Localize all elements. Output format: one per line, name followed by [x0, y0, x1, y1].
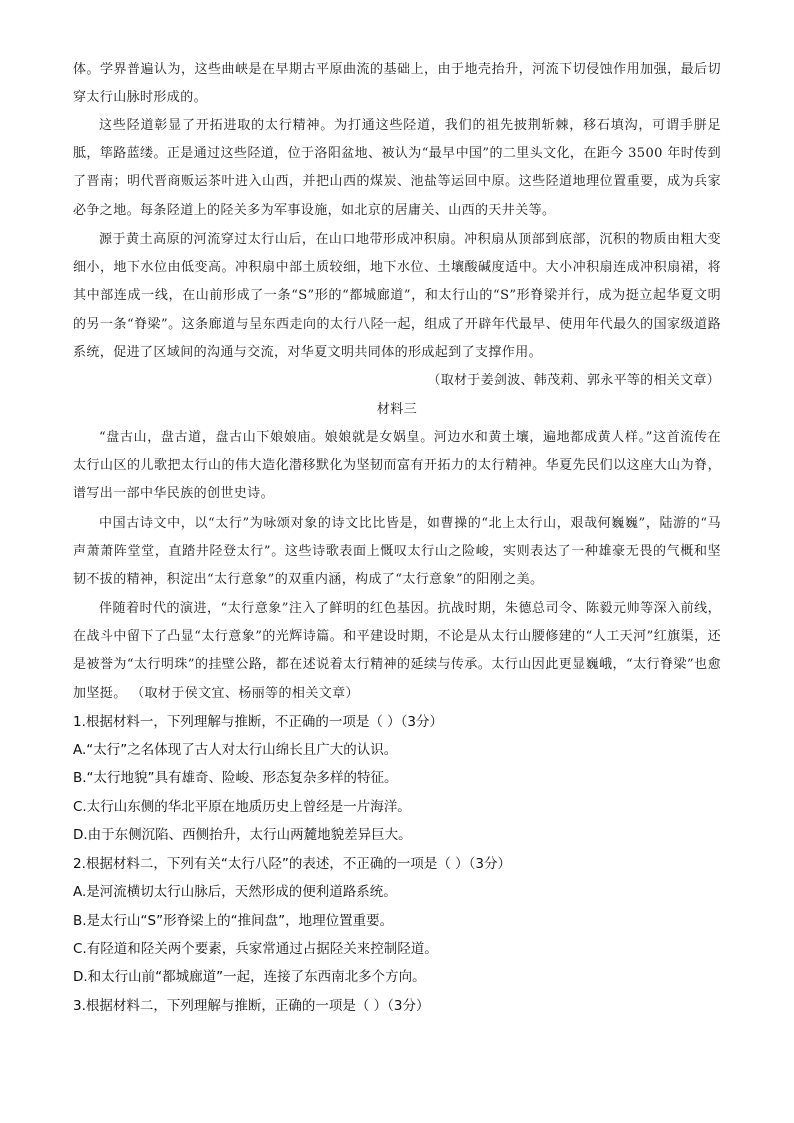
question-2-option-b: B.是太行山“S”形脊梁上的“推间盘”，地理位置重要。: [73, 913, 394, 929]
source-citation-material-two: （取材于姜剑波、韩茂莉、郭永平等的相关文章）: [427, 373, 720, 388]
question-1-option-d: D.由于东侧沉陷、西侧抬升，太行山两麓地貌差异巨大。: [73, 827, 412, 843]
passage-continuation: 体。学界普遍认为，这些曲峡是在早期古平原曲流的基础上，由于地壳抬升，河流下切侵蚀作用加强，最后切穿太行山脉时形成的。: [73, 62, 721, 106]
passage-paragraph-pangu-song: “盘古山，盘古道，盘古山下娘娘庙。娘娘就是女娲皇。河边水和黄土壤，遍地都成黄人样。”这首流传在太行山区的儿歌把太行山的伟大造化潜移默化为坚韧而富有开拓力的太行精神。华夏先民们以这座大山为脊，谱写出一部中华民族的创世史诗。: [73, 430, 721, 502]
material-three-heading: 材料三: [376, 402, 418, 417]
question-1-stem: 1.根据材料一，下列理解与推断，不正确的一项是（ ）（3分）: [73, 714, 444, 730]
question-2-stem: 2.根据材料二，下列有关“太行八陉”的表述，不正确的一项是（ ）（3分）: [73, 856, 511, 872]
passage-paragraph-shaanxi-spirit: 这些陉道彰显了开拓进取的太行精神。为打通这些陉道，我们的祖先披荆斩棘，移石填沟，可谓手胼足胝，筚路蓝缕。正是通过这些陉道，位于洛阳盆地、被认为“最早中国”的二里头文化，在距今 3500 年时传到了晋南；明代晋商贩运茶叶进入山西，并把山西的煤炭、池盐等运回中原。这些陉道地理位置重要，成为兵家必争之地。每条陉道上的陉关多为军事设施，如北京的居庸关、山西的天井关等。: [73, 118, 721, 218]
question-1-option-b: B.“太行地貌”具有雄奇、险峻、形态复杂多样的特征。: [73, 770, 398, 786]
question-3-stem: 3.根据材料二，下列理解与推断，正确的一项是（ ）（3分）: [73, 998, 430, 1014]
passage-paragraph-alluvial-fan: 源于黄土高原的河流穿过太行山后，在山口地带形成冲积扇。冲积扇从顶部到底部，沉积的物质由粗大变细小，地下水位由低变高。冲积扇中部土质较细，地下水位、土壤酸碱度适中。大小冲积扇连成冲积扇裙，将其中部连成一线，在山前形成了一条“S”形的“都城廊道”，和太行山的“S”形脊梁并行，成为挺立起华夏文明的另一条“脊梁”。这条廊道与呈东西走向的太行八陉一起，组成了开辟年代最早、使用年代最久的国家级道路系统，促进了区域间的沟通与交流，对华夏文明共同体的形成起到了支撑作用。: [73, 232, 721, 360]
question-2-option-a: A.是河流横切太行山脉后，天然形成的便利道路系统。: [73, 884, 397, 900]
question-2-option-d: D.和太行山前“都城廊道”一起，连接了东西南北多个方向。: [73, 969, 426, 985]
question-2-option-c: C.有陉道和陉关两个要素，兵家常通过占据陉关来控制陉道。: [73, 941, 438, 957]
question-1-option-c: C.太行山东侧的华北平原在地质历史上曾经是一片海洋。: [73, 799, 411, 815]
passage-paragraph-poetry: 中国古诗文中，以“太行”为咏颂对象的诗文比比皆是，如曹操的“北上太行山，艰哉何巍巍”，陆游的“马声萧萧阵堂堂，直踏井陉登太行”。这些诗歌表面上慨叹太行山之险峻，实则表达了一种雄豪无畏的气概和坚韧不拔的精神，积淀出“太行意象”的双重内涵，构成了“太行意象”的阳刚之美。: [73, 516, 721, 588]
question-1-option-a: A.“太行”之名体现了古人对太行山绵长且广大的认识。: [73, 742, 398, 758]
passage-paragraph-red-gene: 伴随着时代的演进，“太行意象”注入了鲜明的红色基因。抗战时期，朱德总司令、陈毅元帅等深入前线，在战斗中留下了凸显“太行意象”的光辉诗篇。和平建设时期，不论是从太行山腰修建的“人工天河”红旗渠，还是被誉为“太行明珠”的挂壁公路，都在述说着太行精神的延续与传承。太行山因此更显巍峨，“太行脊梁”也愈加坚挺。 （取材于侯文宜、杨丽等的相关文章）: [73, 601, 721, 701]
